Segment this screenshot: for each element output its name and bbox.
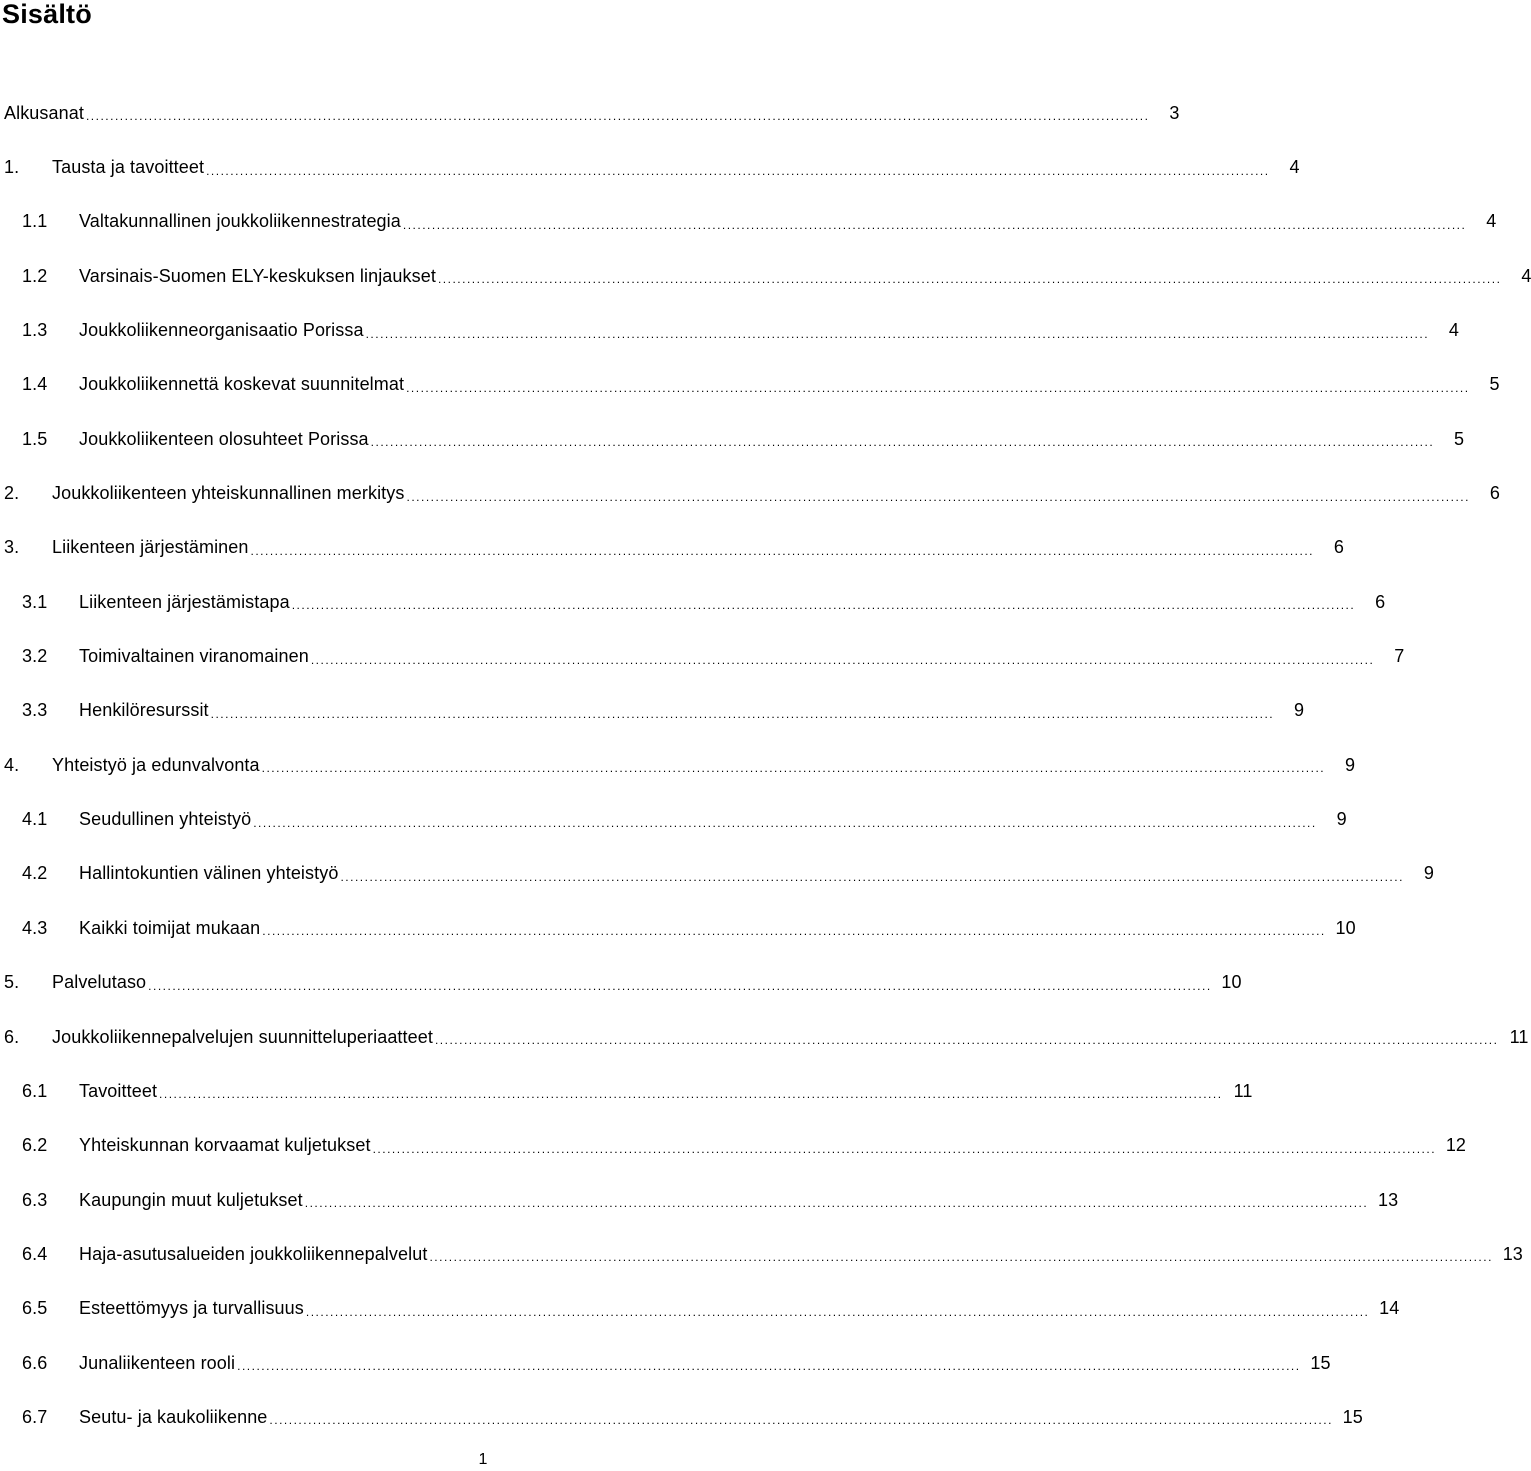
toc-entry-number: 1.4: [22, 374, 48, 395]
toc-entry-page: 9: [1423, 863, 1434, 884]
toc-entry-page: 10: [1335, 917, 1356, 938]
dot-leader: ............................................................................................................................................................................................................................: [269, 1413, 1333, 1428]
toc-entry[interactable]: [0, 901, 1356, 955]
toc-entry-title: Kaupungin muut kuljetukset: [79, 1189, 303, 1210]
dot-leader: ............................................................................................................................................................................................................................: [159, 1087, 1223, 1102]
toc-entry-title: Seutu- ja kaukoliikenne: [79, 1406, 268, 1427]
dot-leader: ............................................................................................................................................................................................................................: [365, 326, 1430, 341]
dot-leader: ............................................................................................................................................................................................................................: [253, 815, 1317, 830]
toc-entry-title: Joukkoliikenneorganisaatio Porissa: [79, 320, 364, 341]
toc-entry-title: Tavoitteet: [79, 1080, 158, 1101]
dot-leader: ............................................................................................................................................................................................................................: [310, 652, 1375, 667]
toc-entry-title: Kaikki toimijat mukaan: [79, 917, 261, 938]
toc-entry-page: 9: [1294, 700, 1305, 721]
page-title: Sisältö: [2, 0, 92, 29]
toc-entry-title: Esteettömyys ja turvallisuus: [79, 1298, 304, 1319]
toc-entry-page: 12: [1445, 1135, 1467, 1156]
dot-leader: ............................................................................................................................................................................................................................: [304, 1196, 1369, 1211]
dot-leader: ............................................................................................................................................................................................................................: [305, 1304, 1370, 1319]
toc-entry-number: 6.2: [22, 1135, 48, 1156]
toc-entry-title: Joukkoliikennepalvelujen suunnitteluperiaatteet: [52, 1026, 433, 1047]
toc-entry[interactable]: [0, 847, 1434, 901]
dot-leader: ............................................................................................................................................................................................................................: [148, 978, 1212, 993]
toc-entry-page: 11: [1509, 1026, 1529, 1047]
toc-entry-title: Valtakunnallinen joukkoliikennestrategia: [79, 211, 401, 232]
dot-leader: ............................................................................................................................................................................................................................: [291, 598, 1356, 613]
toc-entry-number: 6.1: [22, 1080, 48, 1101]
toc-entry-title: Joukkoliikenteen yhteiskunnallinen merkitys: [52, 483, 405, 504]
toc-entry[interactable]: [0, 1282, 1400, 1336]
toc-entry-page: 5: [1454, 428, 1465, 449]
toc-entry-title: Alkusanat: [4, 102, 84, 123]
toc-entry[interactable]: [0, 466, 1500, 520]
toc-entry-title: Palvelutaso: [52, 972, 147, 993]
dot-leader: ............................................................................................................................................................................................................................: [85, 109, 1150, 124]
table-of-contents: [0, 86, 1531, 1445]
dot-leader: ............................................................................................................................................................................................................................: [237, 1359, 1301, 1374]
toc-entry-number: 4.: [4, 754, 20, 775]
toc-entry-number: 4.1: [22, 809, 48, 830]
toc-entry-title: Hallintokuntien välinen yhteistyö: [79, 863, 339, 884]
toc-entry-page: 6: [1489, 483, 1500, 504]
toc-entry[interactable]: [0, 792, 1347, 846]
toc-entry-page: 10: [1221, 972, 1242, 993]
toc-entry-title: Varsinais-Suomen ELY-keskuksen linjaukset: [79, 265, 436, 286]
toc-entry[interactable]: [0, 1010, 1529, 1064]
toc-entry-page: 4: [1448, 320, 1460, 341]
toc-entry[interactable]: [0, 684, 1305, 738]
toc-entry[interactable]: [0, 1173, 1399, 1227]
toc-entry[interactable]: [0, 140, 1300, 194]
toc-entry-number: 6.3: [22, 1189, 48, 1210]
toc-entry-page: 13: [1378, 1189, 1399, 1210]
toc-entry-number: 3.: [4, 537, 20, 558]
toc-entry[interactable]: [0, 358, 1500, 412]
toc-entry-number: 4.2: [22, 863, 48, 884]
toc-entry-page: 7: [1394, 646, 1405, 667]
toc-entry-page: 9: [1345, 754, 1356, 775]
toc-entry-number: 4.3: [22, 917, 48, 938]
toc-entry-number: 1.3: [22, 320, 48, 341]
toc-entry-number: 6.5: [22, 1298, 48, 1319]
toc-entry-title: Yhteistyö ja edunvalvonta: [52, 754, 260, 775]
dot-leader: ............................................................................................................................................................................................................................: [406, 380, 1470, 395]
toc-entry-number: 6.: [4, 1026, 20, 1047]
dot-leader: ............................................................................................................................................................................................................................: [262, 924, 1326, 939]
toc-entry[interactable]: [0, 195, 1497, 249]
toc-entry[interactable]: [0, 249, 1531, 303]
toc-entry[interactable]: [0, 1336, 1331, 1390]
dot-leader: ............................................................................................................................................................................................................................: [206, 163, 1270, 178]
dot-leader: ............................................................................................................................................................................................................................: [261, 761, 1326, 776]
toc-entry[interactable]: [0, 738, 1356, 792]
dot-leader: ............................................................................................................................................................................................................................: [434, 1033, 1499, 1048]
toc-entry-page: 13: [1502, 1243, 1523, 1264]
toc-entry-page: 6: [1333, 537, 1344, 558]
toc-entry[interactable]: [0, 1064, 1253, 1118]
toc-entry-number: 3.3: [22, 700, 48, 721]
dot-leader: ............................................................................................................................................................................................................................: [340, 869, 1404, 884]
toc-entry-number: 1.5: [22, 428, 48, 449]
toc-entry[interactable]: [0, 86, 1180, 140]
toc-entry[interactable]: [0, 956, 1242, 1010]
toc-entry-page: 4: [1486, 211, 1497, 232]
toc-entry-page: 14: [1379, 1298, 1400, 1319]
toc-entry[interactable]: [0, 412, 1465, 466]
dot-leader: ............................................................................................................................................................................................................................: [429, 1250, 1493, 1265]
toc-entry[interactable]: [0, 575, 1386, 629]
toc-entry-number: 1.1: [22, 211, 48, 232]
dot-leader: ............................................................................................................................................................................................................................: [210, 706, 1275, 721]
toc-entry-page: 15: [1310, 1352, 1331, 1373]
toc-entry-title: Seudullinen yhteistyö: [79, 809, 252, 830]
toc-entry-title: Tausta ja tavoitteet: [52, 157, 205, 178]
toc-entry[interactable]: [0, 521, 1344, 575]
toc-entry-page: 3: [1169, 102, 1180, 123]
toc-entry-page: 4: [1521, 265, 1531, 286]
dot-leader: ............................................................................................................................................................................................................................: [370, 435, 1435, 450]
dot-leader: ............................................................................................................................................................................................................................: [372, 1141, 1437, 1156]
toc-entry-page: 4: [1289, 157, 1300, 178]
toc-entry-page: 15: [1342, 1406, 1363, 1427]
toc-entry-title: Haja-asutusalueiden joukkoliikennepalvelut: [79, 1243, 428, 1264]
dot-leader: ............................................................................................................................................................................................................................: [250, 543, 1314, 558]
toc-entry-title: Liikenteen järjestämistapa: [79, 591, 290, 612]
toc-entry-page: 9: [1336, 809, 1347, 830]
toc-entry-title: Junaliikenteen rooli: [79, 1352, 236, 1373]
toc-entry-title: Yhteiskunnan korvaamat kuljetukset: [79, 1135, 371, 1156]
toc-entry-number: 3.1: [22, 591, 48, 612]
toc-entry-number: 3.2: [22, 646, 48, 667]
toc-entry-page: 11: [1233, 1080, 1253, 1101]
toc-entry-number: 6.7: [22, 1406, 48, 1427]
toc-entry-page: 5: [1489, 374, 1500, 395]
dot-leader: ............................................................................................................................................................................................................................: [402, 217, 1467, 232]
toc-entry-title: Henkilöresurssit: [79, 700, 209, 721]
toc-entry-number: 1.2: [22, 265, 48, 286]
toc-entry-title: Toimivaltainen viranomainen: [79, 646, 309, 667]
page-number: 1: [478, 1451, 488, 1468]
toc-entry-number: 6.4: [22, 1243, 48, 1264]
toc-entry-title: Joukkoliikennettä koskevat suunnitelmat: [79, 374, 405, 395]
toc-entry-title: Joukkoliikenteen olosuhteet Porissa: [79, 428, 369, 449]
toc-entry-page: 6: [1375, 591, 1386, 612]
toc-entry[interactable]: [0, 629, 1405, 683]
toc-entry-number: 5.: [4, 972, 20, 993]
toc-entry[interactable]: [0, 1227, 1523, 1281]
toc-entry[interactable]: [0, 1390, 1363, 1444]
toc-entry[interactable]: [0, 1119, 1467, 1173]
toc-entry[interactable]: [0, 303, 1460, 357]
toc-entry-number: 1.: [4, 157, 20, 178]
dot-leader: ............................................................................................................................................................................................................................: [437, 272, 1502, 287]
dot-leader: ............................................................................................................................................................................................................................: [406, 489, 1470, 504]
toc-entry-title: Liikenteen järjestäminen: [52, 537, 249, 558]
toc-entry-number: 6.6: [22, 1352, 48, 1373]
toc-entry-number: 2.: [4, 483, 20, 504]
